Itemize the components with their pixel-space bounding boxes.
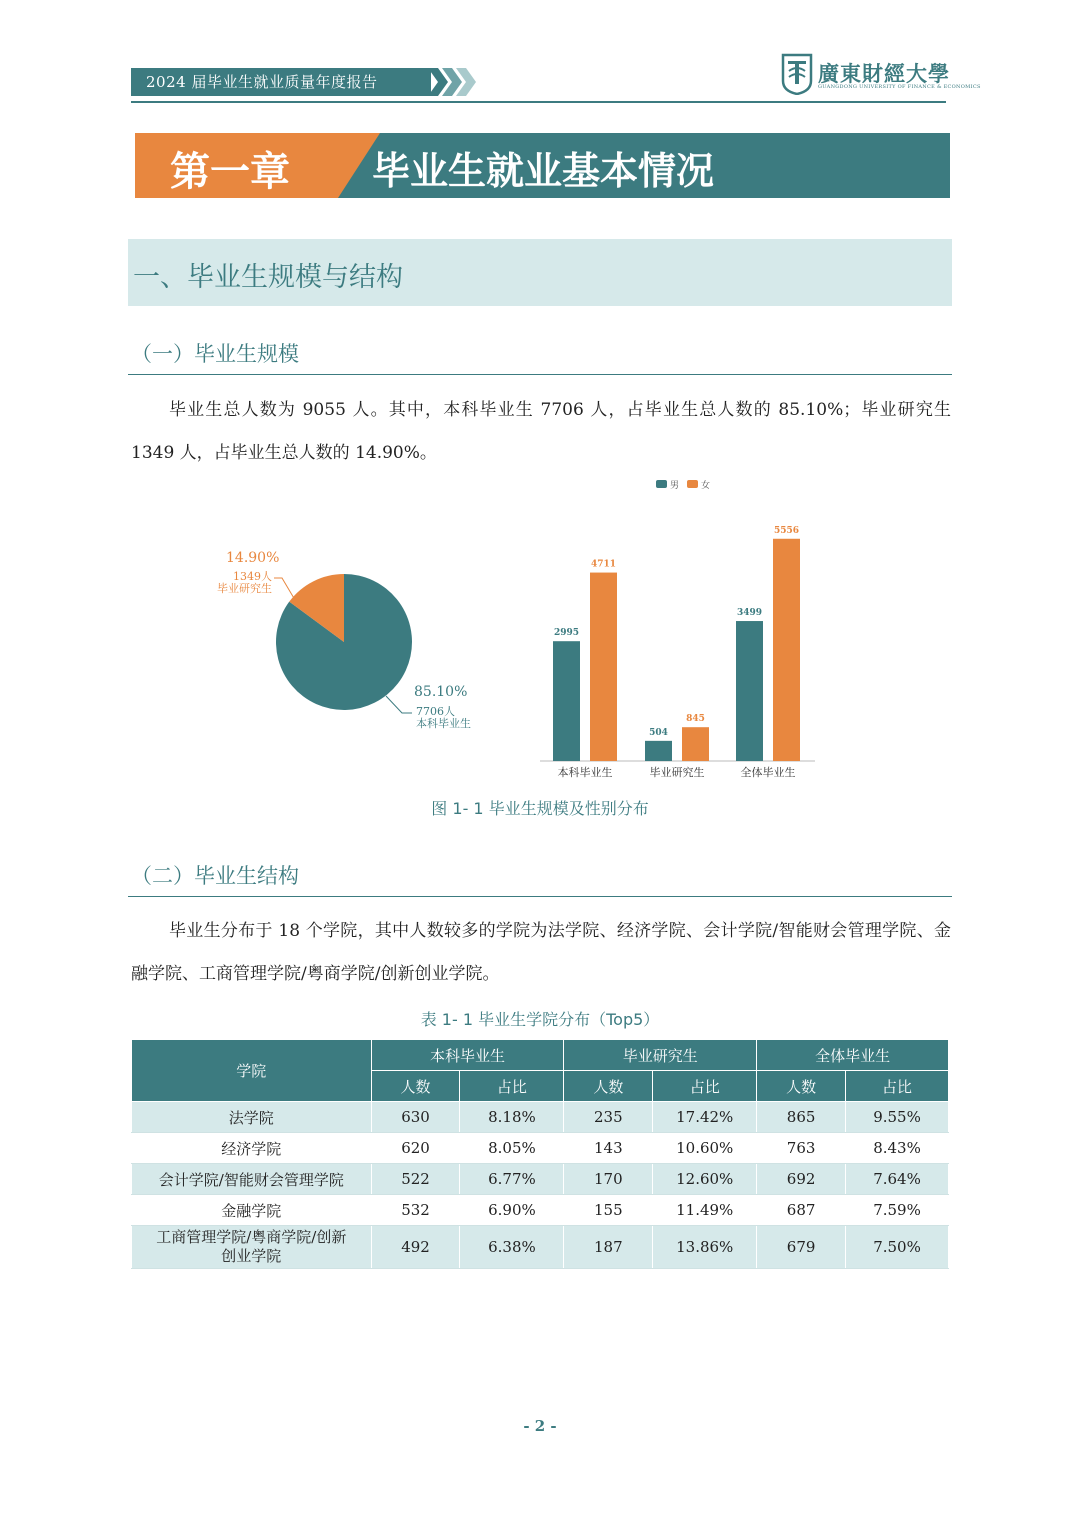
bar [773,539,800,761]
bar [682,727,709,761]
subsection-divider [128,896,952,897]
bar [553,641,580,761]
legend-swatch [687,480,698,488]
table-cell: 17.42% [653,1102,757,1133]
structure-paragraph: 毕业生分布于 18 个学院，其中人数较多的学院为法学院、经济学院、会计学院/智能财会管理学院、金融学院、工商管理学院/粤商学院/创新创业学院。 [131,921,951,984]
table-subheader: 占比 [460,1071,564,1102]
table-subheader: 人数 [564,1071,653,1102]
legend-label: 女 [701,481,711,491]
table-row [132,1133,949,1164]
bar-value-label: 5556 [773,525,800,536]
pie-percent-label: 85.10% [414,684,468,700]
table-row [132,1102,949,1133]
table-cell: 155 [564,1195,653,1226]
pie-name-label: 本科毕业生 [416,717,471,730]
chapter-title: 毕业生就业基本情况 [372,149,715,193]
table-cell: 13.86% [653,1226,757,1269]
table-cell: 6.77% [460,1164,564,1195]
table-cell: 12.60% [653,1164,757,1195]
college-cell: 经济学院 [132,1133,372,1164]
table-caption: 表 1- 1 毕业生学院分布（Top5） [420,1010,660,1029]
pie-percent-label: 14.90% [226,550,280,566]
table-cell: 7.64% [846,1164,949,1195]
table-cell: 235 [564,1102,653,1133]
table-cell: 7.59% [846,1195,949,1226]
page-number: - 2 - [523,1417,557,1435]
section-title: 一、毕业生规模与结构 [133,262,403,293]
bar-value-label: 504 [649,727,668,738]
table-cell: 187 [564,1226,653,1269]
table-subheader: 人数 [757,1071,846,1102]
table-row [132,1164,949,1195]
table-header-group: 全体毕业生 [757,1040,949,1071]
pie-name-label: 毕业研究生 [217,582,272,595]
table-cell: 532 [371,1195,460,1226]
college-cell: 会计学院/智能财会管理学院 [132,1164,372,1195]
table-cell: 8.18% [460,1102,564,1133]
pie-leader-line [386,696,412,713]
bar [590,573,617,761]
bar-chart [540,479,815,779]
table-cell: 763 [757,1133,846,1164]
header-divider [131,101,946,103]
subsection-divider [128,374,952,375]
table-subheader: 人数 [371,1071,460,1102]
table-cell: 687 [757,1195,846,1226]
table-cell: 522 [371,1164,460,1195]
table-cell: 630 [371,1102,460,1133]
table-header-college: 学院 [132,1040,372,1102]
legend-swatch [656,480,667,488]
table-cell: 9.55% [846,1102,949,1133]
table-cell: 620 [371,1133,460,1164]
table-cell: 8.05% [460,1133,564,1164]
college-line: 创业学院 [221,1247,282,1265]
table-cell: 865 [757,1102,846,1133]
table-cell: 692 [757,1164,846,1195]
table-cell: 7.50% [846,1226,949,1269]
scale-paragraph: 毕业生总人数为 9055 人。其中，本科毕业生 7706 人，占毕业生总人数的 85.10%；毕业研究生 1349 人，占毕业生总人数的 14.90%。 [131,400,951,463]
chevron-arrows-icon [428,68,480,96]
chapter-label: 第一章 [170,149,290,195]
figure-caption: 图 1- 1 毕业生规模及性别分布 [431,799,649,818]
scale-charts [190,470,830,790]
table-cell: 10.60% [653,1133,757,1164]
legend-label: 男 [670,481,680,491]
table-cell: 6.38% [460,1226,564,1269]
college-cell: 法学院 [132,1102,372,1133]
university-name: 廣東財經大學 [818,61,950,86]
college-cell [132,1226,372,1269]
x-tick-label: 毕业研究生 [649,766,705,779]
bar-value-label: 4711 [590,559,617,570]
pie-count-label: 1349人 [233,570,272,583]
report-title: 2024 届毕业生就业质量年度报告 [146,73,378,91]
table-row [132,1226,949,1269]
subsection-title-structure: （二）毕业生结构 [131,864,299,888]
college-cell: 金融学院 [132,1195,372,1226]
subsection-title-scale: （一）毕业生规模 [131,342,299,366]
x-tick-label: 全体毕业生 [740,766,796,779]
table-header-group: 本科毕业生 [371,1040,564,1071]
college-distribution-table [131,1039,949,1269]
university-subtitle: GUANGDONG UNIVERSITY OF FINANCE & ECONOMICS [818,84,981,90]
university-seal-icon [780,53,814,95]
table-header-group: 毕业研究生 [564,1040,757,1071]
x-tick-label: 本科毕业生 [557,766,613,779]
bar-value-label: 3499 [736,608,763,619]
table-cell: 8.43% [846,1133,949,1164]
bar [645,741,672,761]
bar [736,621,763,761]
table-subheader: 占比 [846,1071,949,1102]
table-cell: 6.90% [460,1195,564,1226]
table-cell: 170 [564,1164,653,1195]
table-cell: 11.49% [653,1195,757,1226]
table-row [132,1195,949,1226]
table-cell: 492 [371,1226,460,1269]
table-cell: 679 [757,1226,846,1269]
college-line: 工商管理学院/粤商学院/创新 [156,1228,347,1246]
pie-chart [217,550,471,730]
table-cell: 143 [564,1133,653,1164]
bar-value-label: 845 [686,714,705,725]
bar-value-label: 2995 [553,628,580,639]
table-subheader: 占比 [653,1071,757,1102]
pie-count-label: 7706人 [416,705,455,718]
